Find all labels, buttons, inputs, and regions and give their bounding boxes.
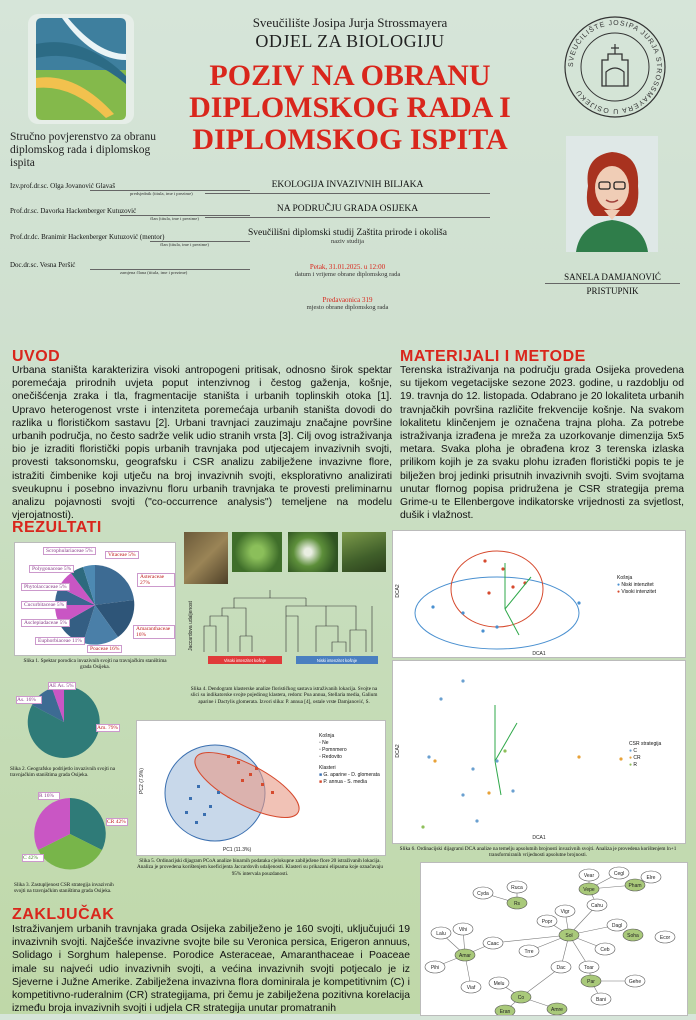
datetime-label: datum i vrijeme obrane diplomskog rada [294,271,401,278]
pie1-label: Vitaceae 5% [105,551,139,559]
pie-chart-origin [10,680,120,762]
university-name: Sveučilište Josipa Jurja Strossmayera [252,15,448,30]
network-node [551,961,571,973]
member-name: Izv.prof.dr.sc. Olga Jovanović Glavaš [10,182,116,190]
thesis-title-line1: EKOLOGIJA INVAZIVNIH BILJAKA [271,180,424,190]
network-node [511,991,531,1003]
svg-text:Ecor: Ecor [659,934,671,941]
study-name: Sveučilišni diplomski studij Zaštita prirode i okoliša [248,228,447,238]
svg-text:Caac: Caac [487,940,499,947]
network-node [625,879,645,891]
pie3-label: C 42% [22,854,44,862]
member-role: član (titula, ime i prezime) [160,242,209,247]
plant-photo [342,532,386,572]
student-name: SANELA DAMJANOVIĆ [564,272,661,282]
title-line: DIPLOMSKOG RADA I [189,91,511,124]
network-node [641,871,661,883]
network-node [519,945,539,957]
svg-text:Popr: Popr [541,918,553,925]
svg-text:Soha: Soha [627,932,639,939]
pie-chart-families [14,542,176,656]
section-title-zakljucak: ZAKLJUČAK [12,906,115,923]
svg-text:Sol: Sol [565,932,573,939]
network-node [483,937,503,949]
svg-text:Gehe: Gehe [628,978,642,985]
pie-chart-csr [14,788,126,878]
pie2-caption: Slika 2. Geografsko podrijetlo invazivnih svojti na travnjačkim staništima grada Osijeka. [10,766,116,779]
dca-plot-top [392,530,686,658]
svg-text:SVEUČILIŠTE JOSIPA JURJA STROS [568,20,662,114]
network-node [581,975,601,987]
svg-text:Rs: Rs [513,900,521,907]
svg-text:Cegl: Cegl [613,870,625,877]
fig4-caption: Slika 4. Dendogram klasterske analize florističkog sastava istraživanih lokacija. Svojte na slici su indikatorske svojte pojedinog klastera, redom: Poa annua, Stellaria media, Galium aparine i Dactylis glomerata. Izvori slika: P. annua [4], ostale vrste Damjanović, S. [190,686,378,705]
department-logo [28,14,134,124]
legend-title: CSR strategija [629,741,662,747]
network-node [579,883,599,895]
pie3-caption: Slika 3. Zastupljenost CSR strategija invazivnih svojti na travnjačkim staništima grada Osijeka. [14,882,114,895]
svg-text:Vihi: Vihi [458,926,468,933]
pie3-label: CR 42% [106,818,128,826]
seal-text: SVEUČILIŠTE JOSIPA JURJA STROSSMAYERA U OSIJEKU [567,19,663,115]
network-node [579,869,599,881]
svg-text:Toar: Toar [584,964,594,971]
university-seal [562,14,668,120]
svg-text:Pihi: Pihi [430,964,440,971]
legend-title: Košnja [617,575,633,581]
svg-text:Co: Co [517,994,525,1001]
network-node [507,897,527,909]
pcoa-xlabel: PC1 (11.3%) [222,847,252,853]
plant-photo [288,532,338,572]
legend-item: ▫ Redovito [319,754,342,760]
svg-text:Vigr: Vigr [560,908,570,915]
pie2-label: Am. 79% [97,725,119,731]
cluster-low-label: Niski intenzitet košnje [316,658,358,663]
pie1-label: Euphorbiaceae 11% [35,637,85,645]
network-node [547,1003,567,1015]
pie3-label: R 16% [38,792,60,800]
pie1-label: Phytolaccaceae 5% [21,583,70,591]
cluster-high-label: Visoki intenzitet košnje [223,658,267,663]
pie1-label: Asteraceae 27% [137,573,175,587]
legend-item: ▫ Ne [319,740,329,746]
svg-text:Elre: Elre [646,874,656,881]
network-node [537,915,557,927]
legend-item: ● R [629,762,638,768]
room-label: mjesto obrane diplomskog rada [306,304,389,311]
network-node [625,975,645,987]
student-label: PRISTUPNIK [586,286,639,296]
legend-title: Košnja [319,733,335,739]
svg-text:Lalu: Lalu [436,930,446,937]
network-node [431,927,451,939]
pie1-label: Scrophulariaceae 5% [43,547,96,555]
network-node [609,867,629,879]
materijali-text: Terenska istraživanja na području grada Osijeka provedena su tijekom vegetacijske sezone 2023. godine, u razdoblju od 19. travnja do 12. listopada. Odabrano je 20 lokaliteta urbanih travnjačkih površina različite frekvencije košnje. Na svakom lokalitetu klinčenjem je označena trajna ploha. Za potrebe istraživanja izrađena je mreža za uzorkovanje dimenzija 5x5 metara. Svaka ploha je obrađena kroz 3 terenska izlaska prilikom kojih je za svaku plohu izrađen floristički popis te je bilježen broj jedinki prisutnih invazivnih svojti. Svim svojtama unutar flornog popisa pridružena je CSR strategija prema Grime-u te Ellenbergove indikatorske vrijednosti za svjetlost, dušik i vlažnost. [400,365,684,522]
legend-item: ● C [629,748,638,754]
member-name: Doc.dr.sc. Vesna Peršić [10,261,76,269]
pie1-caption: Slika 1. Spektar porodica invazivnih svojti na travnjačkim staništima grada Osijeka. [23,658,167,671]
title-line: DIPLOMSKOG ISPITA [192,123,508,156]
co-occurrence-network [420,862,688,1016]
svg-text:Dagl: Dagl [611,922,623,929]
dca-top-xlabel: DCA1 [532,651,546,657]
pie1-label: Asclepiadaceae 5% [21,619,70,627]
network-node [591,993,611,1005]
svg-text:Viaf: Viaf [466,984,476,991]
member-role: predsjednik (titula, ime i prezime) [130,191,193,196]
dendrogram [186,586,386,670]
dca-plot-bottom [392,660,686,844]
department-name: ODJEL ZA BIOLOGIJU [255,31,445,51]
network-node [461,981,481,993]
legend-item: ● Niski intenzitet [617,582,654,588]
svg-text:Bani: Bani [595,996,607,1003]
pie1-label: Polygonaceae 5% [29,565,74,573]
member-name: Prof.dr.dc. Branimir Hackenberger Kutuzović (mentor) [10,233,165,241]
svg-text:Eran: Eran [499,1008,511,1015]
pie1-label: Poaceae 16% [87,645,122,653]
fig5-caption: Slika 5. Ordinacijski dijagram PCoA analize binarnih podataka cjelokupne zabilježene flore 20 istraživanih lokacija. Analiza je provedena korištenjem koeficijenta Jaccardovih udaljenosti. Klasteri su prikazani elipsama koje označavaju 95% intervala pouzdanosti. [137,858,383,877]
defense-room: Predavaonica 319 [322,296,373,304]
defense-datetime: Petak, 31.01.2025. u 12:00 [309,263,386,271]
legend-item: ● CR [629,755,641,761]
legend-title: Klasteri [319,765,336,771]
title-line: POZIV NA OBRANU [209,59,491,92]
poster-title [150,60,550,156]
thesis-info [205,180,490,311]
dca-bottom-legend [629,741,661,769]
pie1-label: Cucurbitaceae 5% [21,601,67,609]
legend-item: ■ P. annua - S. media [319,779,367,785]
network-node [655,931,675,943]
dca-top-ylabel: DCA2 [395,584,401,598]
pcoa-legend [319,733,380,786]
svg-text:Par: Par [587,978,595,985]
member-role: član (titula, ime i prezime) [150,216,199,221]
legend-item: ● Visoki intenzitet [617,589,657,595]
network-node [425,961,445,973]
member-name: Prof.dr.sc. Davorka Hackenberger Kutuzović [10,207,137,215]
svg-text:Cyda: Cyda [477,890,489,897]
pcoa-ylabel: PC2 (7.9%) [139,768,145,794]
dca-bottom-xlabel: DCA1 [532,835,546,841]
network-node [555,905,575,917]
pie2-label: AE As. 5% [48,682,76,690]
committee-heading: Stručno povjerenstvo za obranu diplomskog rada i diplomskog ispita [10,131,156,169]
network-node [473,887,493,899]
svg-text:Trre: Trre [524,948,534,955]
plant-photo [232,532,282,572]
section-title-materijali: MATERIJALI I METODE [400,348,586,365]
section-title-uvod: UVOD [12,348,61,365]
svg-text:Ceb: Ceb [600,946,610,953]
svg-text:Dac: Dac [556,964,566,971]
network-node [579,961,599,973]
svg-text:Amar: Amar [459,952,471,959]
network-node [559,929,579,941]
plant-photo [184,532,228,584]
network-node [587,899,607,911]
dendrogram-ylabel: Jaccardova udaljenost [188,601,194,651]
svg-text:Ruca: Ruca [511,884,523,891]
svg-text:Cahu: Cahu [591,902,603,909]
dca-top-legend [617,575,656,596]
network-node [623,929,643,941]
member-role: zamjena člana (titula, ime i prezime) [120,270,188,275]
svg-text:Vepe: Vepe [583,886,595,893]
network-node [595,943,615,955]
network-node [489,977,509,989]
pcoa-plot [136,720,386,856]
network-node [607,919,627,931]
thesis-title-line2: NA PODRUČJU GRADA OSIJEKA [276,204,419,214]
zakljucak-text: Istraživanjem urbanih travnjaka grada Osijeka zabilježeno je 160 svojti, uključujući 19 invazivnih svojti. Najčešće invazivne svojte bile su Veronica persica, Erigeron annuus, Solidago i Sorghum halepense. Porodice Asteraceae, Amaranthaceae i Poaceae imale su najveći udio invazivnih svojti, a većina invazivnih svojti potjecalo je iz Sjeverne i Južne Amerike. Zabilježena invazivna flora dominirala je kompetitivnim (C) i kompetitivno-ruderalnim (CR) strategijama, pri čemu je zabilježena pozitivna korelacija između broja invazivnih svojti i udjela CR strategija unutar promatranih [12,924,410,1014]
svg-text:Melu: Melu [493,980,505,987]
student-photo [566,136,658,252]
pie1-label: Amaranthaceae 16% [133,625,175,639]
svg-text:Amre: Amre [551,1006,563,1013]
network-node [507,881,527,893]
dca-bottom-ylabel: DCA2 [395,744,401,758]
pie2-label: As. 16% [16,696,42,704]
network-node [455,949,475,961]
study-label: naziv studija [330,238,365,245]
svg-text:Vear: Vear [583,872,595,879]
svg-text:Pham: Pham [628,882,642,889]
network-node [453,923,473,935]
legend-item: ▫ Pomnmero [319,747,347,753]
fig6-caption: Slika 6. Ordinacijski dijagrami DCA analize na temelju apsolutnih brojnosti invazivnih svojti. Analiza je provedena korištenjem ln+1 transformiranih vrijednosti apsolutne brojnosti. [399,846,677,859]
network-edge [493,935,569,943]
legend-item: ■ G. aparine - D. glomerata [319,772,380,778]
section-title-rezultati: REZULTATI [12,519,102,536]
uvod-text: Urbana staništa karakterizira visoki antropogeni pritisak, odnosno širok spektar poremećaja prirodnih uvjeta poput intenzivnog i čestog gaženja, košnje, onečišćenja zraka i tla, fragmentacije staništa i urbanih toplinskih otoka [1]. Upravo heterogenost vrste i intenziteta poremećaja urbanih staništa dovodi do razlika u florističkom sastavu [2]. Urbani travnjaci zauzimaju značajne površine urbanih područja, no često sadrže velik udio stranih vrsta [3]. Cilj ovog istraživanja bio je izraditi floristički popis urbanih travnjaka pod utjecajem invazivnih svojti, provesti taksonomsku, geografsku i CSR analizu zabilježene invazivne flore, istražiti čimbenike koji utječu na broj invazivnih svojti, eksplorativno analizirati sveukupnu i posebno invazivnu floru urbanih travnjaka te provesti preliminarnu analizu pojavnosti svojti ("co-occurrence analysis") temeljene na modelu vjerojatnosti). [12,365,392,522]
